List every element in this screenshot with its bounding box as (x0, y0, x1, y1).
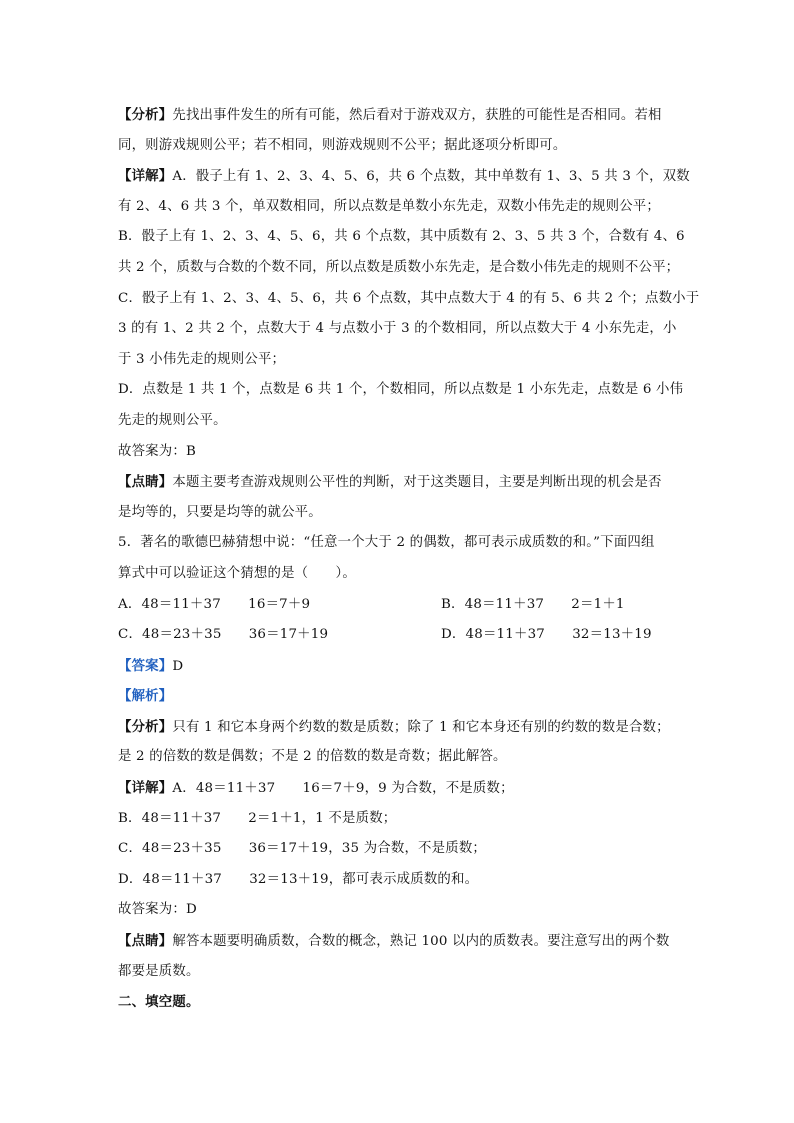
q5-comment-tag: 【点睛】 (118, 933, 173, 950)
comment-tag: 【点睛】 (118, 474, 173, 491)
q5-detail-c: C．48＝23＋35 36＝17＋19，35 为合数，不是质数； (118, 841, 487, 857)
q5-detail-tag: 【详解】 (118, 780, 173, 797)
detail-tag: 【详解】 (118, 168, 173, 185)
document-page (118, 100, 700, 1018)
explain-tag: 【解析】 (118, 688, 173, 705)
q5-analysis-line-2: 是 2 的倍数的数是偶数；不是 2 的倍数的数是奇数；据此解答。 (118, 749, 507, 765)
question-5-stem-1: 5．著名的歌德巴赫猜想中说：“任意一个大于 2 的偶数，都可表示成质数的和。”下面四组 (118, 535, 655, 551)
answer-line: 故答案为：B (118, 443, 196, 459)
detail-c-line-3: 于 3 小伟先走的规则公平； (118, 351, 286, 367)
detail-d-line-1: D．点数是 1 共 1 个，点数是 6 共 1 个，个数相同，所以点数是 1 小东先走，点数是 6 小伟 (118, 382, 684, 398)
answer-heading (118, 651, 678, 682)
detail-b-line-2: 共 2 个，质数与合数的个数不同，所以点数是质数小东先走，是合数小伟先走的规则不公平； (118, 259, 680, 275)
answer-tag: 【答案】 (118, 657, 173, 674)
option-c: C．48＝23＋35 36＝17＋19 (118, 627, 329, 643)
q5-comment-line-1: 【点睛】解答本题要明确质数，合数的概念，熟记 100 以内的质数表。要注意写出的两个数 (118, 933, 670, 950)
q5-analysis-line-1: 【分析】只有 1 和它本身两个约数的数是质数；除了 1 和它本身还有别的约数的数是合数； (118, 718, 670, 735)
q5-detail-b: B．48＝11＋37 2＝1＋1，1 不是质数； (118, 810, 397, 826)
option-b: B．48＝11＋37 2＝1＋1 (441, 596, 625, 612)
explain-heading (118, 681, 678, 712)
options-row-cd (118, 620, 678, 651)
detail-line-1: 【详解】A．骰子上有 1、2、3、4、5、6，共 6 个点数，其中单数有 1、3、5 共 3 个，双数 (118, 168, 690, 185)
q5-detail-a: 【详解】A．48＝11＋37 16＝7＋9，9 为合数，不是质数； (118, 780, 514, 797)
detail-b-line-1: B．骰子上有 1、2、3、4、5、6，共 6 个点数，其中质数有 2、3、5 共 3 个，合数有 4、6 (118, 229, 685, 245)
question-5-stem-2: 算式中可以验证这个猜想的是（ ）。 (118, 565, 356, 581)
detail-line-2: 有 2、4、6 共 3 个，单双数相同，所以点数是单数小东先走，双数小伟先走的规则公平； (118, 198, 660, 214)
options-row-ab (118, 590, 678, 621)
option-a: A．48＝11＋37 16＝7＋9 (118, 596, 311, 612)
option-d: D．48＝11＋37 32＝13＋19 (441, 627, 652, 643)
answer-value: D (172, 658, 184, 674)
comment-line-2: 是均等的，只要是均等的就公平。 (118, 504, 322, 520)
q5-analysis-tag: 【分析】 (118, 718, 173, 735)
comment-line-1: 【点睛】本题主要考查游戏规则公平性的判断，对于这类题目，主要是判断出现的机会是否 (118, 474, 662, 491)
analysis-line-2: 同，则游戏规则公平；若不相同，则游戏规则不公平；据此逐项分析即可。 (118, 137, 567, 153)
detail-c-line-1: C．骰子上有 1、2、3、4、5、6，共 6 个点数，其中点数大于 4 的有 5、6 共 2 个；点数小于 (118, 290, 700, 306)
analysis-tag: 【分析】 (118, 107, 173, 123)
q5-answer-line: 故答案为：D (118, 902, 197, 918)
detail-d-line-2: 先走的规则公平。 (118, 412, 227, 428)
detail-c-line-2: 3 的有 1、2 共 2 个，点数大于 4 与点数小于 3 的个数相同，所以点数大于 4 小东先走，小 (118, 321, 677, 337)
q5-detail-d: D．48＝11＋37 32＝13＋19，都可表示成质数的和。 (118, 871, 479, 887)
analysis-line-1: 【分析】先找出事件发生的所有可能，然后看对于游戏双方，获胜的可能性是否相同。若相 (118, 107, 662, 123)
q5-comment-line-2: 都要是质数。 (118, 963, 200, 979)
section-title: 二、填空题。 (118, 994, 200, 1011)
